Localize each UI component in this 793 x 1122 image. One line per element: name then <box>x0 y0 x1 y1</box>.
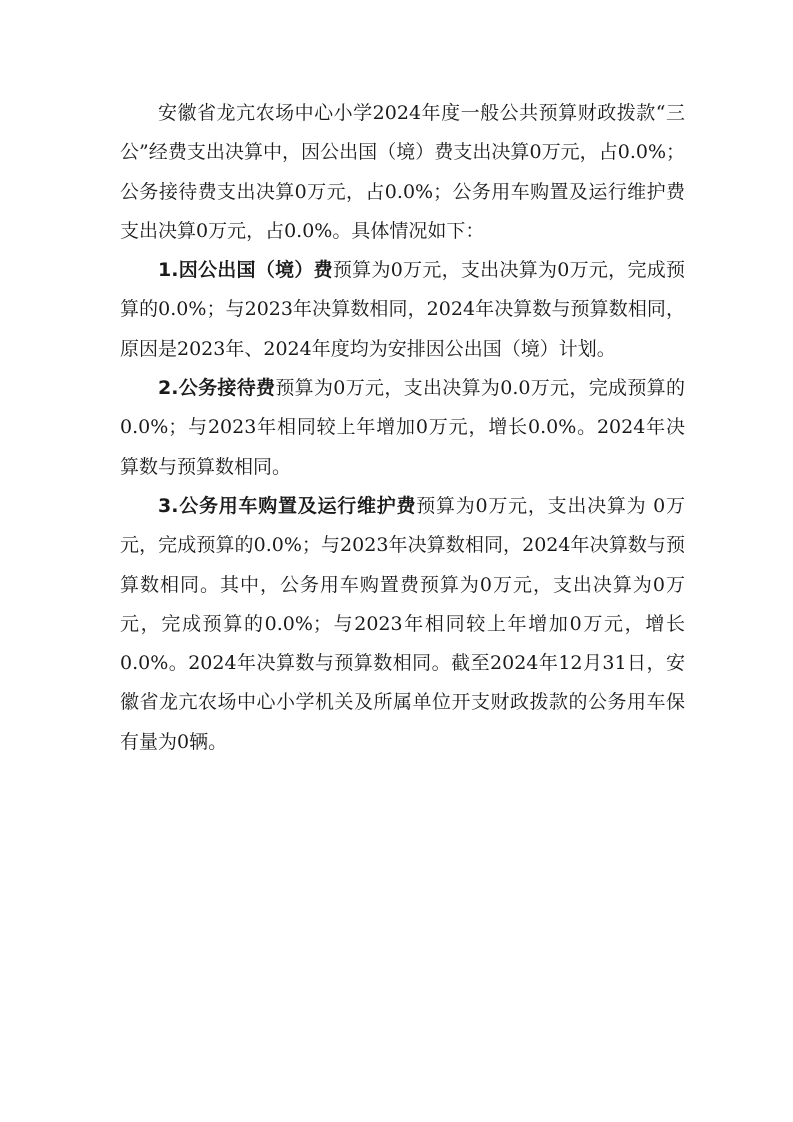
overseas-travel-text: 预算为0万元，支出决算为0万元，完成预算的0.0%；与2023年决算数相同，2024年决算数与预算数相同，原因是2023年、2024年度均为安排因公出国（境）计划。 <box>120 259 685 360</box>
intro-paragraph-text: 安徽省龙亢农场中心小学2024年度一般公共预算财政拨款“三公”经费支出决算中，因公出国（境）费支出决算0万元，占0.0%；公务接待费支出决算0万元，占0.0%；公务用车购置及运行维护费支出决算0万元，占0.0%。具体情况如下： <box>120 102 685 242</box>
vehicle-heading: 3.公务用车购置及运行维护费 <box>158 494 417 517</box>
vehicle-text: 预算为0万元，支出决算为 0万元，完成预算的0.0%；与2023年决算数相同，2024年决算数与预算数相同。其中，公务用车购置费预算为0万元，支出决算为0万元，完成预算的0.0%；与2023年相同较上年增加0万元，增长0.0%。2024年决算数与预算数相同。截至2024年12月31日，安徽省龙亢农场中心小学机关及所属单位开支财政拨款的公务用车保有量为0辆。 <box>120 494 685 753</box>
vehicle-paragraph <box>120 487 685 762</box>
intro-paragraph <box>120 94 685 251</box>
document-body <box>120 94 685 762</box>
reception-heading: 2.公务接待费 <box>158 377 276 400</box>
overseas-travel-paragraph <box>120 251 685 369</box>
reception-paragraph <box>120 369 685 487</box>
overseas-travel-heading: 1.因公出国（境）费 <box>158 259 333 282</box>
reception-text: 预算为0万元，支出决算为0.0万元，完成预算的0.0%；与2023年相同较上年增加0万元，增长0.0%。2024年决算数与预算数相同。 <box>120 377 685 478</box>
